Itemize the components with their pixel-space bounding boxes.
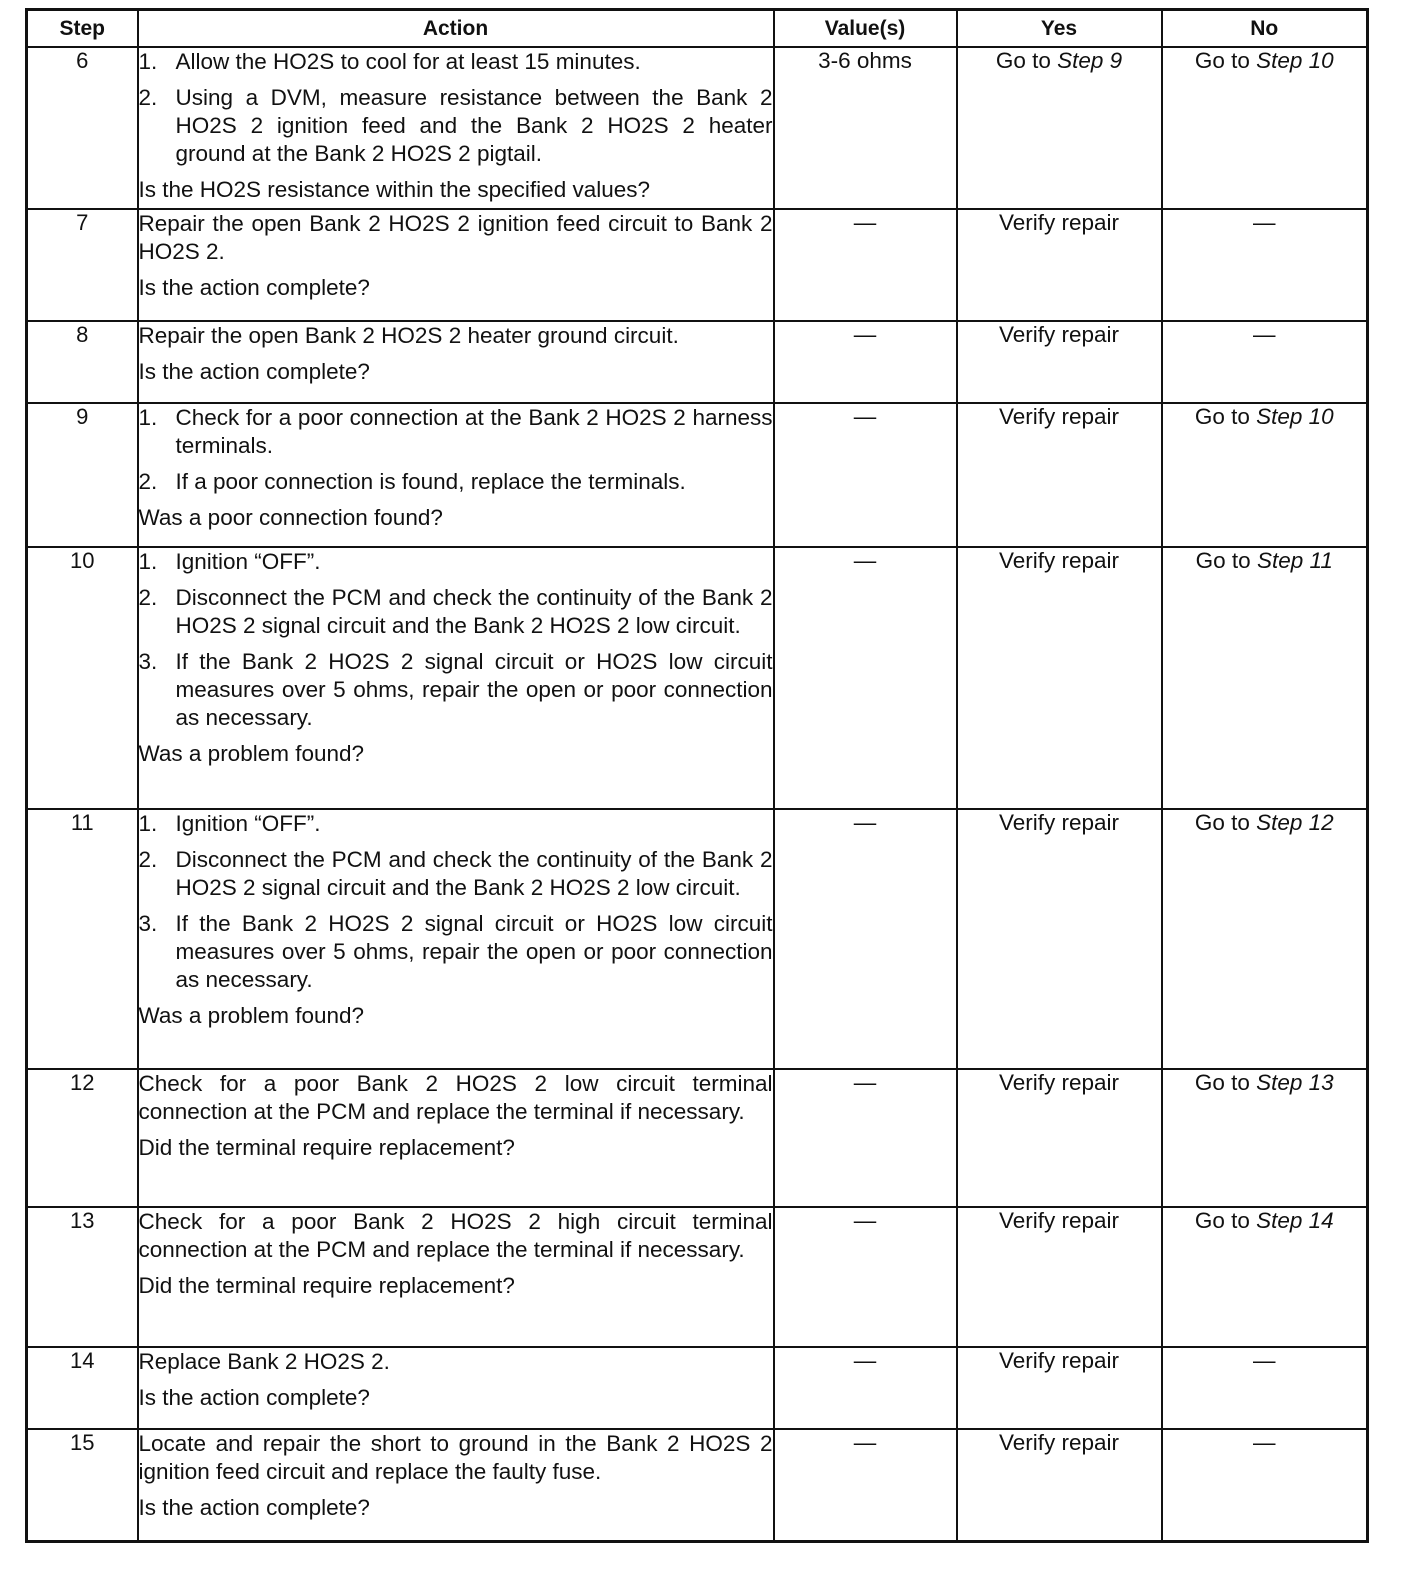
- value-cell: —: [774, 1207, 957, 1347]
- value-cell: —: [774, 1347, 957, 1429]
- value-cell: —: [774, 209, 957, 321]
- list-item-text: Disconnect the PCM and check the continuity of the Bank 2 HO2S 2 signal circuit and the Bank 2 HO2S 2 low circuit.: [175, 847, 773, 900]
- action-cell: [138, 1429, 774, 1541]
- action-cell: [138, 209, 774, 321]
- no-result: [1195, 48, 1334, 73]
- no-cell: [1162, 47, 1368, 209]
- no-cell: [1162, 809, 1368, 1069]
- value-cell: —: [774, 809, 957, 1069]
- action-question: Is the HO2S resistance within the specified values?: [138, 177, 651, 202]
- table-row: [27, 809, 1368, 1069]
- action-cell: [138, 809, 774, 1069]
- action-list-item: [139, 548, 773, 576]
- table-body: [27, 47, 1368, 1541]
- list-item-text: Check for a poor connection at the Bank 2 HO2S 2 harness terminals.: [175, 405, 773, 458]
- list-item-number: 1.: [138, 811, 158, 836]
- yes-cell: [957, 47, 1162, 209]
- table-header-row: [27, 10, 1368, 48]
- step-number: 11: [27, 809, 138, 1069]
- list-item-text: Using a DVM, measure resistance between the Bank 2 HO2S 2 ignition feed and the Bank 2 HO2S 2 heater ground at the Bank 2 HO2S 2 pigtail.: [175, 85, 773, 166]
- step-number: 14: [27, 1347, 138, 1429]
- no-result: [1253, 210, 1276, 235]
- yes-result: [999, 810, 1119, 835]
- action-cell: [138, 403, 774, 547]
- list-item-text: If the Bank 2 HO2S 2 signal circuit or HO2S low circuit measures over 5 ohms, repair the open or poor connection as necessary.: [175, 911, 773, 992]
- header-no: No: [1162, 10, 1368, 48]
- action-question: Was a problem found?: [138, 741, 365, 766]
- yes-result-text: Verify repair: [998, 210, 1120, 235]
- action-text: Replace Bank 2 HO2S 2.: [138, 1349, 390, 1374]
- value-cell: 3-6 ohms: [774, 47, 957, 209]
- list-item-number: 3.: [138, 649, 158, 674]
- no-result: [1195, 1208, 1334, 1233]
- action-cell: [138, 547, 774, 809]
- no-result: [1253, 1430, 1276, 1455]
- table-row: [27, 1429, 1368, 1541]
- no-step-reference: Step 14: [1256, 1208, 1334, 1233]
- list-item-number: 3.: [138, 911, 158, 936]
- table-row: [27, 321, 1368, 403]
- yes-cell: [957, 403, 1162, 547]
- list-item-text: Disconnect the PCM and check the continuity of the Bank 2 HO2S 2 signal circuit and the Bank 2 HO2S 2 low circuit.: [175, 585, 773, 638]
- no-result: [1195, 404, 1334, 429]
- yes-result-text: Verify repair: [998, 1430, 1120, 1455]
- no-cell: [1162, 403, 1368, 547]
- yes-result-text: Verify repair: [998, 810, 1120, 835]
- action-list-item: [139, 910, 773, 994]
- step-number: 10: [27, 547, 138, 809]
- no-result-text: Go to: [1194, 1070, 1257, 1095]
- table-row: [27, 1347, 1368, 1429]
- no-result-text: —: [1253, 1430, 1276, 1455]
- no-result-text: —: [1253, 1348, 1276, 1373]
- action-list-item: [139, 468, 773, 496]
- no-cell: [1162, 209, 1368, 321]
- yes-result-text: Go to: [995, 48, 1058, 73]
- table-row: [27, 47, 1368, 209]
- action-cell: [138, 321, 774, 403]
- yes-cell: [957, 1347, 1162, 1429]
- no-step-reference: Step 13: [1256, 1070, 1334, 1095]
- yes-result: [999, 1070, 1119, 1095]
- action-question: Is the action complete?: [138, 275, 370, 300]
- action-list-item: [139, 48, 773, 76]
- yes-result-text: Verify repair: [998, 1070, 1120, 1095]
- list-item-number: 1.: [138, 405, 158, 430]
- value-cell: —: [774, 1429, 957, 1541]
- action-body: [139, 48, 773, 204]
- no-cell: [1162, 1347, 1368, 1429]
- value-cell: —: [774, 321, 957, 403]
- yes-result-text: Verify repair: [998, 1348, 1120, 1373]
- action-list-item: [139, 84, 773, 168]
- no-result-text: —: [1253, 210, 1276, 235]
- no-result: [1253, 322, 1276, 347]
- table-row: [27, 1207, 1368, 1347]
- yes-cell: [957, 1207, 1162, 1347]
- step-number: 13: [27, 1207, 138, 1347]
- header-step: Step: [27, 10, 138, 48]
- no-step-reference: Step 12: [1256, 810, 1334, 835]
- yes-result-text: Verify repair: [998, 404, 1120, 429]
- action-body: [139, 1430, 773, 1522]
- no-step-reference: Step 10: [1256, 48, 1334, 73]
- action-question: Did the terminal require replacement?: [138, 1273, 515, 1298]
- no-result-text: Go to: [1194, 810, 1257, 835]
- step-number: 7: [27, 209, 138, 321]
- yes-result: [999, 1208, 1119, 1233]
- no-step-reference: Step 11: [1256, 548, 1333, 573]
- yes-cell: [957, 209, 1162, 321]
- diagnostic-table: [25, 8, 1369, 1543]
- list-item-number: 2.: [138, 469, 158, 494]
- no-cell: [1162, 321, 1368, 403]
- no-result-text: Go to: [1194, 48, 1257, 73]
- action-body: [139, 1208, 773, 1300]
- no-cell: [1162, 1069, 1368, 1207]
- value-cell: —: [774, 547, 957, 809]
- action-body: [139, 404, 773, 532]
- table-row: [27, 1069, 1368, 1207]
- action-cell: [138, 1347, 774, 1429]
- header-yes: Yes: [957, 10, 1162, 48]
- action-list-item: [139, 810, 773, 838]
- no-cell: [1162, 547, 1368, 809]
- action-list-item: [139, 404, 773, 460]
- yes-step-reference: Step 9: [1057, 48, 1123, 73]
- no-result-text: —: [1253, 322, 1276, 347]
- yes-result: [999, 1348, 1119, 1373]
- list-item-text: If a poor connection is found, replace the terminals.: [175, 469, 686, 494]
- no-cell: [1162, 1429, 1368, 1541]
- action-list-item: [139, 846, 773, 902]
- no-result: [1196, 548, 1333, 573]
- document-page: [25, 8, 1366, 1543]
- header-values: Value(s): [774, 10, 957, 48]
- yes-result-text: Verify repair: [998, 322, 1120, 347]
- yes-result-text: Verify repair: [998, 548, 1120, 573]
- list-item-text: Ignition “OFF”.: [175, 549, 321, 574]
- action-text: Repair the open Bank 2 HO2S 2 ignition feed circuit to Bank 2 HO2S 2.: [138, 211, 773, 264]
- action-question: Was a poor connection found?: [138, 505, 443, 530]
- step-number: 6: [27, 47, 138, 209]
- action-text: Repair the open Bank 2 HO2S 2 heater ground circuit.: [138, 323, 679, 348]
- no-result-text: Go to: [1194, 404, 1257, 429]
- yes-cell: [957, 321, 1162, 403]
- no-result-text: Go to: [1195, 548, 1257, 573]
- value-cell: —: [774, 403, 957, 547]
- no-result: [1253, 1348, 1276, 1373]
- no-result-text: Go to: [1194, 1208, 1257, 1233]
- yes-cell: [957, 809, 1162, 1069]
- table-row: [27, 209, 1368, 321]
- action-question: Was a problem found?: [138, 1003, 365, 1028]
- yes-result: [999, 404, 1119, 429]
- yes-result: [999, 322, 1119, 347]
- list-item-text: Ignition “OFF”.: [175, 811, 321, 836]
- action-question: Is the action complete?: [138, 359, 370, 384]
- action-body: [139, 1348, 773, 1412]
- step-number: 9: [27, 403, 138, 547]
- action-list-item: [139, 648, 773, 732]
- list-item-number: 1.: [138, 49, 158, 74]
- yes-cell: [957, 1069, 1162, 1207]
- list-item-text: If the Bank 2 HO2S 2 signal circuit or HO2S low circuit measures over 5 ohms, repair the open or poor connection as necessary.: [175, 649, 773, 730]
- action-cell: [138, 1207, 774, 1347]
- action-question: Is the action complete?: [138, 1495, 370, 1520]
- step-number: 12: [27, 1069, 138, 1207]
- value-cell: —: [774, 1069, 957, 1207]
- action-body: [139, 810, 773, 1030]
- action-text: Check for a poor Bank 2 HO2S 2 high circuit terminal connection at the PCM and replace the terminal if necessary.: [138, 1209, 773, 1262]
- action-body: [139, 548, 773, 768]
- list-item-text: Allow the HO2S to cool for at least 15 minutes.: [175, 49, 641, 74]
- table-row: [27, 403, 1368, 547]
- action-question: Did the terminal require replacement?: [138, 1135, 515, 1160]
- action-text: Locate and repair the short to ground in the Bank 2 HO2S 2 ignition feed circuit and replace the faulty fuse.: [138, 1431, 773, 1484]
- action-body: [139, 210, 773, 302]
- action-cell: [138, 47, 774, 209]
- yes-result: [999, 1430, 1119, 1455]
- yes-result: [999, 210, 1119, 235]
- yes-result-text: Verify repair: [998, 1208, 1120, 1233]
- action-body: [139, 1070, 773, 1162]
- list-item-number: 2.: [138, 847, 158, 872]
- list-item-number: 2.: [138, 585, 158, 610]
- table-row: [27, 547, 1368, 809]
- no-result: [1195, 1070, 1334, 1095]
- no-step-reference: Step 10: [1256, 404, 1334, 429]
- action-cell: [138, 1069, 774, 1207]
- action-question: Is the action complete?: [138, 1385, 370, 1410]
- no-cell: [1162, 1207, 1368, 1347]
- no-result: [1195, 810, 1334, 835]
- header-action: Action: [138, 10, 774, 48]
- yes-cell: [957, 547, 1162, 809]
- yes-result: [996, 48, 1122, 73]
- action-text: Check for a poor Bank 2 HO2S 2 low circuit terminal connection at the PCM and replace the terminal if necessary.: [138, 1071, 773, 1124]
- list-item-number: 2.: [138, 85, 158, 110]
- step-number: 15: [27, 1429, 138, 1541]
- yes-cell: [957, 1429, 1162, 1541]
- list-item-number: 1.: [138, 549, 158, 574]
- action-list-item: [139, 584, 773, 640]
- step-number: 8: [27, 321, 138, 403]
- action-body: [139, 322, 773, 386]
- yes-result: [999, 548, 1119, 573]
